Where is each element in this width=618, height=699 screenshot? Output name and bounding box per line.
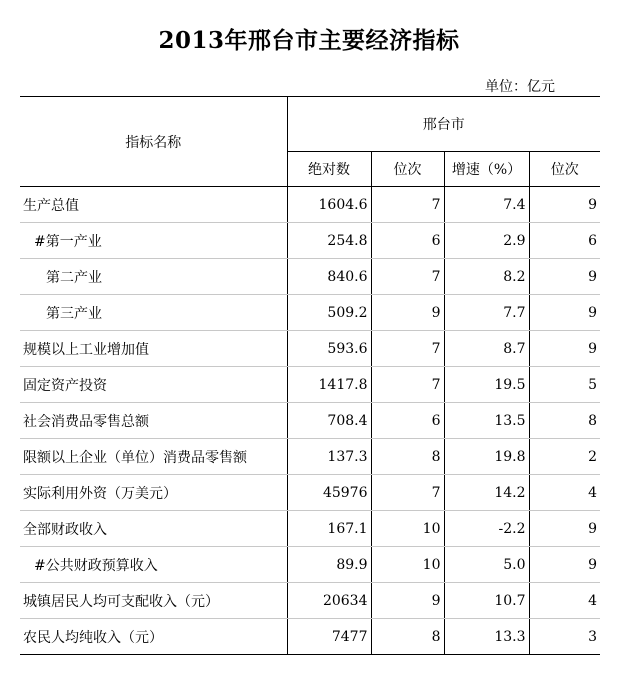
unit-label: 单位：亿元: [485, 79, 555, 95]
row-growth: 13.5: [444, 403, 529, 439]
row-value: 137.3: [287, 439, 371, 475]
row-name: 城镇居民人均可支配收入（元）: [20, 583, 287, 619]
row-growth-rank: 9: [529, 331, 600, 367]
row-name: 农民人均纯收入（元）: [20, 619, 287, 655]
row-name: 限额以上企业（单位）消费品零售额: [20, 439, 287, 475]
header-indicator-name: 指标名称: [20, 97, 287, 187]
row-value: 1417.8: [287, 367, 371, 403]
row-name: 社会消费品零售总额: [20, 403, 287, 439]
table-row: [20, 367, 600, 403]
row-value: 167.1: [287, 511, 371, 547]
row-growth: 19.5: [444, 367, 529, 403]
row-name: 固定资产投资: [20, 367, 287, 403]
row-name: 规模以上工业增加值: [20, 331, 287, 367]
row-growth-rank: 9: [529, 295, 600, 331]
row-growth-rank: 2: [529, 439, 600, 475]
row-value: 840.6: [287, 259, 371, 295]
row-name: #公共财政预算收入: [20, 547, 287, 583]
row-name: 第二产业: [20, 259, 287, 295]
row-name: 全部财政收入: [20, 511, 287, 547]
header-absolute: 绝对数: [287, 152, 371, 187]
row-growth: 19.8: [444, 439, 529, 475]
header-growth-rank: 位次: [529, 152, 600, 187]
indicators-table: [20, 96, 600, 655]
row-growth: 8.7: [444, 331, 529, 367]
row-growth-rank: 8: [529, 403, 600, 439]
row-growth: 5.0: [444, 547, 529, 583]
row-growth: 13.3: [444, 619, 529, 655]
row-value: 20634: [287, 583, 371, 619]
row-growth-rank: 5: [529, 367, 600, 403]
row-value: 708.4: [287, 403, 371, 439]
row-growth-rank: 4: [529, 583, 600, 619]
row-rank: 7: [371, 259, 444, 295]
row-growth-rank: 9: [529, 547, 600, 583]
row-growth: 8.2: [444, 259, 529, 295]
row-rank: 9: [371, 583, 444, 619]
row-value: 7477: [287, 619, 371, 655]
row-rank: 7: [371, 331, 444, 367]
row-growth-rank: 9: [529, 187, 600, 223]
row-growth: 7.7: [444, 295, 529, 331]
table-row: [20, 223, 600, 259]
header-city: 邢台市: [287, 97, 600, 152]
table-row: [20, 331, 600, 367]
row-rank: 7: [371, 367, 444, 403]
header-growth: 增速（%）: [444, 152, 529, 187]
table-row: [20, 547, 600, 583]
table-row: [20, 259, 600, 295]
row-growth-rank: 6: [529, 223, 600, 259]
row-value: 89.9: [287, 547, 371, 583]
row-rank: 7: [371, 475, 444, 511]
row-value: 45976: [287, 475, 371, 511]
row-rank: 10: [371, 511, 444, 547]
row-growth: 2.9: [444, 223, 529, 259]
header-rank: 位次: [371, 152, 444, 187]
table-row: [20, 187, 600, 223]
row-growth-rank: 9: [529, 511, 600, 547]
row-growth: 10.7: [444, 583, 529, 619]
row-rank: 8: [371, 439, 444, 475]
row-growth-rank: 4: [529, 475, 600, 511]
row-rank: 6: [371, 403, 444, 439]
table-row: [20, 511, 600, 547]
table-row: [20, 583, 600, 619]
row-growth: 14.2: [444, 475, 529, 511]
row-rank: 8: [371, 619, 444, 655]
row-value: 593.6: [287, 331, 371, 367]
table-row: [20, 295, 600, 331]
table-row: [20, 619, 600, 655]
row-name: #第一产业: [20, 223, 287, 259]
row-name: 生产总值: [20, 187, 287, 223]
row-value: 254.8: [287, 223, 371, 259]
table-row: [20, 475, 600, 511]
page-title: 2013年邢台市主要经济指标: [158, 27, 460, 54]
row-name: 实际利用外资（万美元）: [20, 475, 287, 511]
row-value: 1604.6: [287, 187, 371, 223]
table-row: [20, 403, 600, 439]
row-growth: -2.2: [444, 511, 529, 547]
row-rank: 9: [371, 295, 444, 331]
row-rank: 6: [371, 223, 444, 259]
table-row: [20, 439, 600, 475]
row-rank: 10: [371, 547, 444, 583]
row-value: 509.2: [287, 295, 371, 331]
row-growth-rank: 9: [529, 259, 600, 295]
row-growth-rank: 3: [529, 619, 600, 655]
row-name: 第三产业: [20, 295, 287, 331]
row-rank: 7: [371, 187, 444, 223]
row-growth: 7.4: [444, 187, 529, 223]
